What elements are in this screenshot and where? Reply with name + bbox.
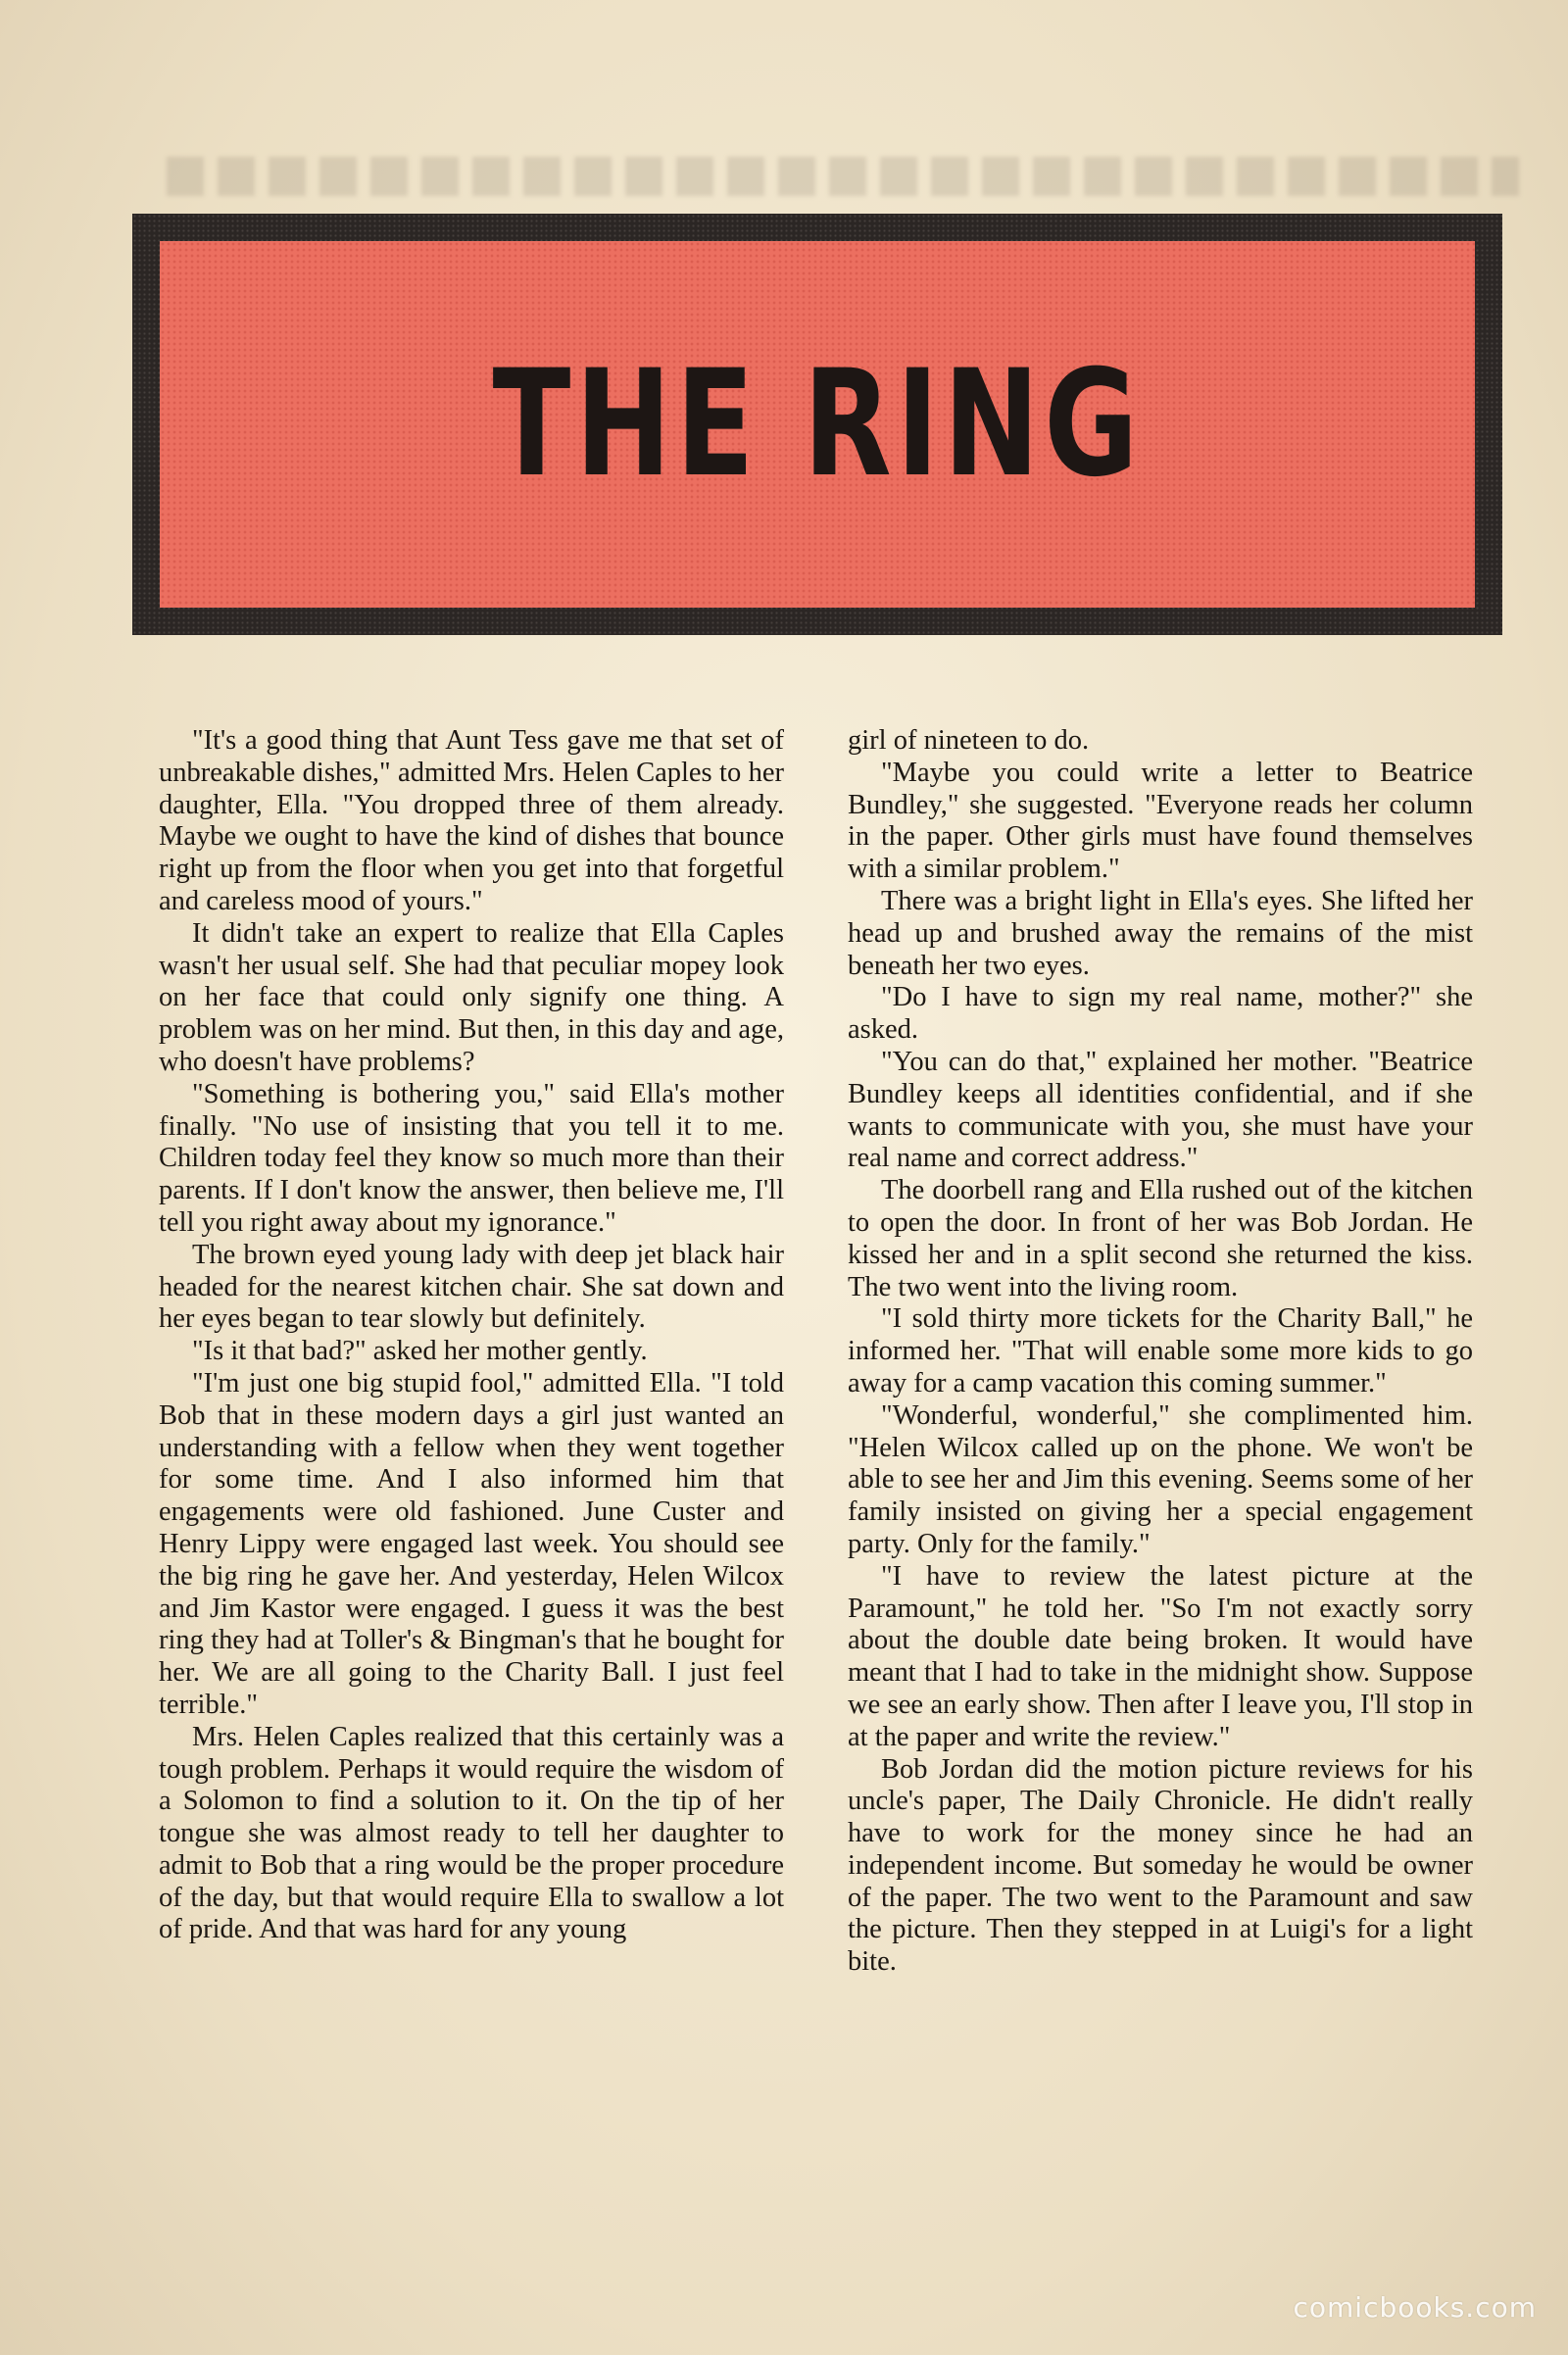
right-text-column xyxy=(848,725,1473,1979)
paragraph: It didn't take an expert to realize that Ella Caples wasn't her usual self. She had that peculiar mopey look on her face that could only signify one thing. A problem was on her mind. But then, in this day and age, who doesn't have problems? xyxy=(159,917,784,1077)
paragraph: "Do I have to sign my real name, mother?" she asked. xyxy=(848,982,1473,1046)
story-title: THE RING xyxy=(492,339,1143,510)
paragraph: "Wonderful, wonderful," she complimented him. "Helen Wilcox called up on the phone. We won't be able to see her and Jim this evening. Seems some of her family insisted on giving her a special engagement party. Only for the family." xyxy=(848,1399,1473,1559)
title-panel xyxy=(160,241,1475,608)
paragraph: "You can do that," explained her mother. "Beatrice Bundley keeps all identities confidential, and if she wants to communicate with you, she must have your real name and correct address." xyxy=(848,1046,1473,1174)
paragraph: "I have to review the latest picture at the Paramount," he told her. "So I'm not exactly sorry about the double date being broken. It would have meant that I had to take in the midnight show. Suppose we see an early show. Then after I leave you, I'll stop in at the paper and write the review." xyxy=(848,1560,1473,1752)
left-text-column xyxy=(159,725,784,1946)
paragraph: There was a bright light in Ella's eyes. She lifted her head up and brushed away the remains of the mist beneath her two eyes. xyxy=(848,885,1473,981)
faded-show-through-text xyxy=(167,157,1519,196)
paragraph: Mrs. Helen Caples realized that this certainly was a tough problem. Perhaps it would require the wisdom of a Solomon to find a solution to it. On the tip of her tongue she was almost ready to tell her daughter to admit to Bob that a ring would be the proper procedure of the day, but that would require Ella to swallow a lot of pride. And that was hard for any young xyxy=(159,1721,784,1945)
paragraph: "Something is bothering you," said Ella's mother finally. "No use of insisting that you tell it to me. Children today feel they know so much more than their parents. If I don't know the answer, then believe me, I'll tell you right away about my ignorance." xyxy=(159,1078,784,1238)
paragraph: Bob Jordan did the motion picture reviews for his uncle's paper, The Daily Chronicle. He didn't really have to work for the money since he had an independent income. But someday he would be owner of the paper. The two went to the Paramount and saw the picture. Then they stepped in at Luigi's for a light bite. xyxy=(848,1753,1473,1978)
paragraph-continued: girl of nineteen to do. xyxy=(848,725,1090,756)
title-frame xyxy=(132,214,1502,635)
paragraph: "I'm just one big stupid fool," admitted Ella. "I told Bob that in these modern days a girl just wanted an understanding with a fellow when they went together for some time. And I also informed him that engagements were old fashioned. June Custer and Henry Lippy were engaged last week. You should see the big ring he gave her. And yesterday, Helen Wilcox and Jim Kastor were engaged. I guess it was the best ring they had at Toller's & Bingman's that he bought for her. We are all going to the Charity Ball. I just feel terrible." xyxy=(159,1367,784,1720)
paragraph: "It's a good thing that Aunt Tess gave me that set of unbreakable dishes," admitted Mrs. Helen Caples to her daughter, Ella. "You dropped three of them already. Maybe we ought to have the kind of dishes that bounce right up from the floor when you get into that forgetful and careless mood of yours." xyxy=(159,725,784,916)
watermark: comicbooks.com xyxy=(1293,2291,1537,2324)
paragraph: "Maybe you could write a letter to Beatrice Bundley," she suggested. "Everyone reads her column in the paper. Other girls must have found themselves with a similar problem." xyxy=(848,757,1473,885)
paragraph: The doorbell rang and Ella rushed out of the kitchen to open the door. In front of her was Bob Jordan. He kissed her and in a split second she returned the kiss. The two went into the living room. xyxy=(848,1175,1473,1302)
paragraph: The brown eyed young lady with deep jet black hair headed for the nearest kitchen chair. She sat down and her eyes began to tear slowly but definitely. xyxy=(159,1239,784,1335)
paragraph: "Is it that bad?" asked her mother gently. xyxy=(192,1336,648,1367)
paragraph: "I sold thirty more tickets for the Charity Ball," he informed her. "That will enable some more kids to go away for a camp vacation this coming summer." xyxy=(848,1303,1473,1398)
